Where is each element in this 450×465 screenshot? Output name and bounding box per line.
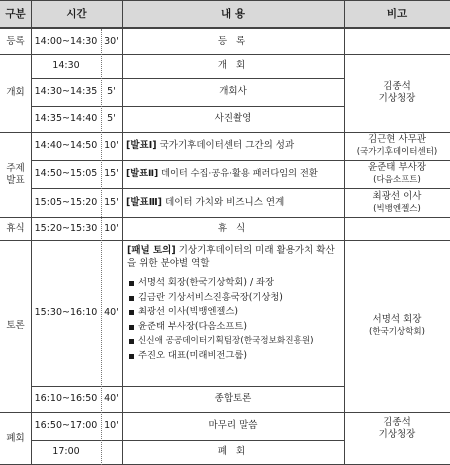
time-closing-1: 16:50~17:00 <box>34 420 98 431</box>
time-presentation-2: 14:50~15:05 <box>34 168 98 179</box>
rule-col <box>122 0 123 465</box>
content-opening-2: 개회사 <box>219 86 247 97</box>
bullet-icon <box>129 354 134 359</box>
list-item <box>127 305 339 320</box>
duration-closing-2 <box>101 440 122 464</box>
content-presentation-1 <box>122 132 344 160</box>
rule-row <box>31 188 450 189</box>
time-opening-3: 14:35~14:40 <box>34 113 98 124</box>
duration-presentation-3: 15' <box>104 196 119 208</box>
remark-discussion-name: 서명석 회장 <box>372 314 422 325</box>
duration-presentation-2: 15' <box>104 168 119 179</box>
duration-registration: 30' <box>104 36 119 47</box>
content-presentation-2 <box>122 160 344 188</box>
panel-discussion <box>122 240 344 386</box>
remark-opening-name: 김종석 <box>383 81 411 92</box>
bullet-icon <box>129 296 134 301</box>
rule-row <box>31 106 344 107</box>
category-presentation-line1: 주제 <box>6 162 25 174</box>
rule-col <box>31 0 32 465</box>
list-item <box>127 276 339 291</box>
bullet-icon <box>129 339 134 344</box>
time-opening-1: 14:30 <box>52 60 80 71</box>
rule-top <box>0 0 450 1</box>
category-discussion: 토론 <box>6 320 25 331</box>
list-item <box>127 349 339 364</box>
header-time: 시간 <box>31 0 122 28</box>
rule-col-dotted <box>101 29 102 465</box>
time-general: 16:10~16:50 <box>34 393 98 404</box>
panel-tag: [패널 토의] <box>127 245 176 256</box>
presentation-3-title: 데이터 가치와 비즈니스 연계 <box>165 196 285 208</box>
content-presentation-3 <box>122 188 344 217</box>
remark-presentation-2-org: (다음소프트) <box>373 175 421 185</box>
list-item <box>127 334 339 349</box>
category-registration: 등록 <box>6 36 25 47</box>
bullet-icon <box>129 325 134 330</box>
content-break: 휴 식 <box>217 222 249 234</box>
category-presentation-line2: 발표 <box>6 174 25 186</box>
panel-heading <box>127 244 339 270</box>
panelist-list <box>127 276 339 363</box>
header-remarks: 비고 <box>344 0 450 28</box>
list-item <box>127 291 339 306</box>
content-general: 종합토론 <box>214 393 252 404</box>
header-content: 내 용 <box>122 0 344 28</box>
remark-opening-title: 기상청장 <box>378 93 416 104</box>
presentation-1-tag: [발표Ⅰ] <box>126 140 157 151</box>
remark-closing-name: 김종석 <box>383 417 411 428</box>
rule-row <box>0 217 450 218</box>
time-closing-2: 17:00 <box>52 446 80 457</box>
duration-discussion: 40' <box>104 307 119 318</box>
time-break: 15:20~15:30 <box>34 222 98 234</box>
content-closing-2: 폐 회 <box>217 446 249 457</box>
rule-header-bottom <box>0 27 450 29</box>
category-break: 휴식 <box>6 222 25 234</box>
rule-row <box>0 240 450 241</box>
presentation-1-title: 국가기후데이터센터 그간의 성과 <box>159 140 295 151</box>
panelist-name: 주진오 대표(미래비전그룹) <box>138 349 247 361</box>
rule-row <box>31 160 450 161</box>
rule-row <box>31 440 344 441</box>
bullet-icon <box>129 310 134 315</box>
presentation-2-title: 데이터 수집·공유·활용 패러다임의 전환 <box>161 168 318 179</box>
remark-presentation-2 <box>344 160 450 188</box>
duration-closing-1: 10' <box>104 420 119 431</box>
remark-presentation-1-org: (국가기후데이터센터) <box>356 147 438 157</box>
rule-row <box>31 78 344 79</box>
rule-row <box>31 386 344 387</box>
duration-opening-1 <box>101 54 122 78</box>
panelist-name: 서명석 회장(한국기상학회) / 좌장 <box>138 277 275 288</box>
remark-closing-title: 기상청장 <box>378 429 416 440</box>
presentation-3-tag: [발표Ⅲ] <box>126 196 163 208</box>
remark-discussion <box>344 240 450 412</box>
time-presentation-3: 15:05~15:20 <box>34 196 98 208</box>
remark-opening <box>344 54 450 132</box>
content-opening-1: 개 회 <box>217 60 249 71</box>
remark-presentation-1-name: 김근현 사무관 <box>367 134 427 145</box>
duration-opening-3: 5' <box>107 113 116 124</box>
remark-presentation-1 <box>344 132 450 160</box>
rule-col <box>344 0 345 465</box>
remark-closing <box>344 412 450 446</box>
list-item <box>127 320 339 335</box>
remark-presentation-3-name: 최광선 이사 <box>372 190 422 202</box>
header-category: 구분 <box>0 0 31 28</box>
duration-opening-2: 5' <box>107 86 116 97</box>
category-opening: 개회 <box>6 87 25 98</box>
time-registration: 14:00~14:30 <box>34 36 98 47</box>
content-registration: 등 록 <box>217 36 249 47</box>
remark-presentation-2-name: 윤준태 부사장 <box>367 162 427 173</box>
time-opening-2: 14:30~14:35 <box>34 86 98 97</box>
panel-title: 기상기후데이터의 미래 활용가치 확산을 위한 분야별 역할 <box>127 245 335 269</box>
time-presentation-1: 14:40~14:50 <box>34 140 98 151</box>
content-opening-3: 사진촬영 <box>214 113 252 124</box>
content-closing-1: 마무리 말씀 <box>208 420 258 431</box>
duration-break: 10' <box>104 222 119 234</box>
panelist-name: 신신애 공공데이터기획팀장(한국정보화진흥원) <box>138 336 314 346</box>
duration-presentation-1: 10' <box>104 140 119 151</box>
category-closing: 폐회 <box>6 432 25 444</box>
duration-general: 40' <box>104 393 119 404</box>
time-discussion: 15:30~16:10 <box>34 307 98 318</box>
remark-presentation-3-org: (빅뱅엔젤스) <box>373 203 421 214</box>
presentation-2-tag: [발표Ⅱ] <box>126 168 159 179</box>
remark-discussion-org: (한국기상학회) <box>369 327 425 337</box>
remark-presentation-3 <box>344 188 450 217</box>
bullet-icon <box>129 281 134 286</box>
category-presentation <box>0 132 31 217</box>
panelist-name: 윤준태 부사장(다음소프트) <box>138 320 247 332</box>
rule-row <box>0 54 450 55</box>
rule-row <box>0 132 450 133</box>
panelist-name: 김금란 기상서비스진흥국장(기상청) <box>138 291 283 303</box>
panelist-name: 최광선 이사(빅뱅엔젤스) <box>138 306 239 317</box>
rule-row <box>0 412 450 413</box>
